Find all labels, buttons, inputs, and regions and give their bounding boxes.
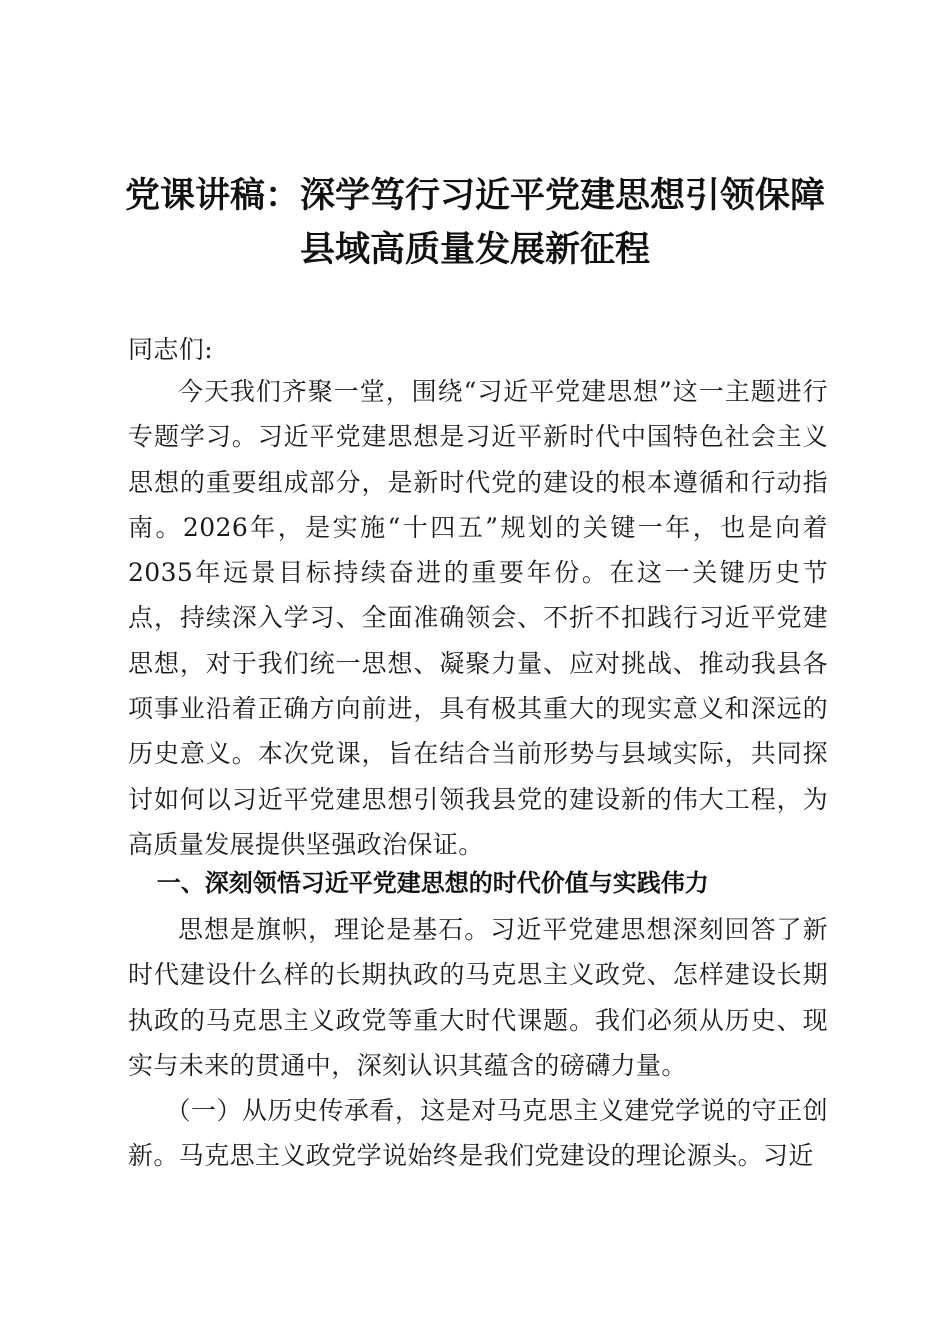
document-title-line-2: 县域高质量发展新征程 — [299, 230, 650, 270]
section-1-paragraph: 思想是旗帜，理论是基石。习近平党建思想深刻回答了新时代建设什么样的长期执政的马克思主义政党、怎样建设长期执政的马克思主义政党等重大时代课题。我们必须从历史、现实与未来的贯通中，深刻认识其蕴含的磅礴力量。 — [128, 915, 828, 1080]
document-title-line-1: 党课讲稿：深学笃行习近平党建思想引领保障 — [124, 176, 825, 216]
subsection-1-paragraph: （一）从历史传承看，这是对马克思主义建党学说的守正创新。马克思主义政党学说始终是我们党建设的理论源头。习近 — [128, 1096, 828, 1171]
intro-paragraph: 今天我们齐聚一堂，围绕“习近平党建思想”这一主题进行专题学习。习近平党建思想是习近平新时代中国特色社会主义思想的重要组成部分，是新时代党的建设的根本遵循和行动指南。2026年，是实施“十四五”规划的关键一年，也是向着2035年远景目标持续奋进的重要年份。在这一关键历史节点，持续深入学习、全面准确领会、不折不扣践行习近平党建思想，对于我们统一思想、凝聚力量、应对挑战、推动我县各项事业沿着正确方向前进，具有极其重大的现实意义和深远的历史意义。本次党课，旨在结合当前形势与县域实际，共同探讨如何以习近平党建思想引领我县党的建设新的伟大工程，为高质量发展提供坚强政治保证。 — [128, 377, 828, 859]
section-heading-1: 一、深刻领悟习近平党建思想的时代价值与实践伟力 — [156, 869, 709, 897]
salutation: 同志们: — [128, 335, 214, 364]
